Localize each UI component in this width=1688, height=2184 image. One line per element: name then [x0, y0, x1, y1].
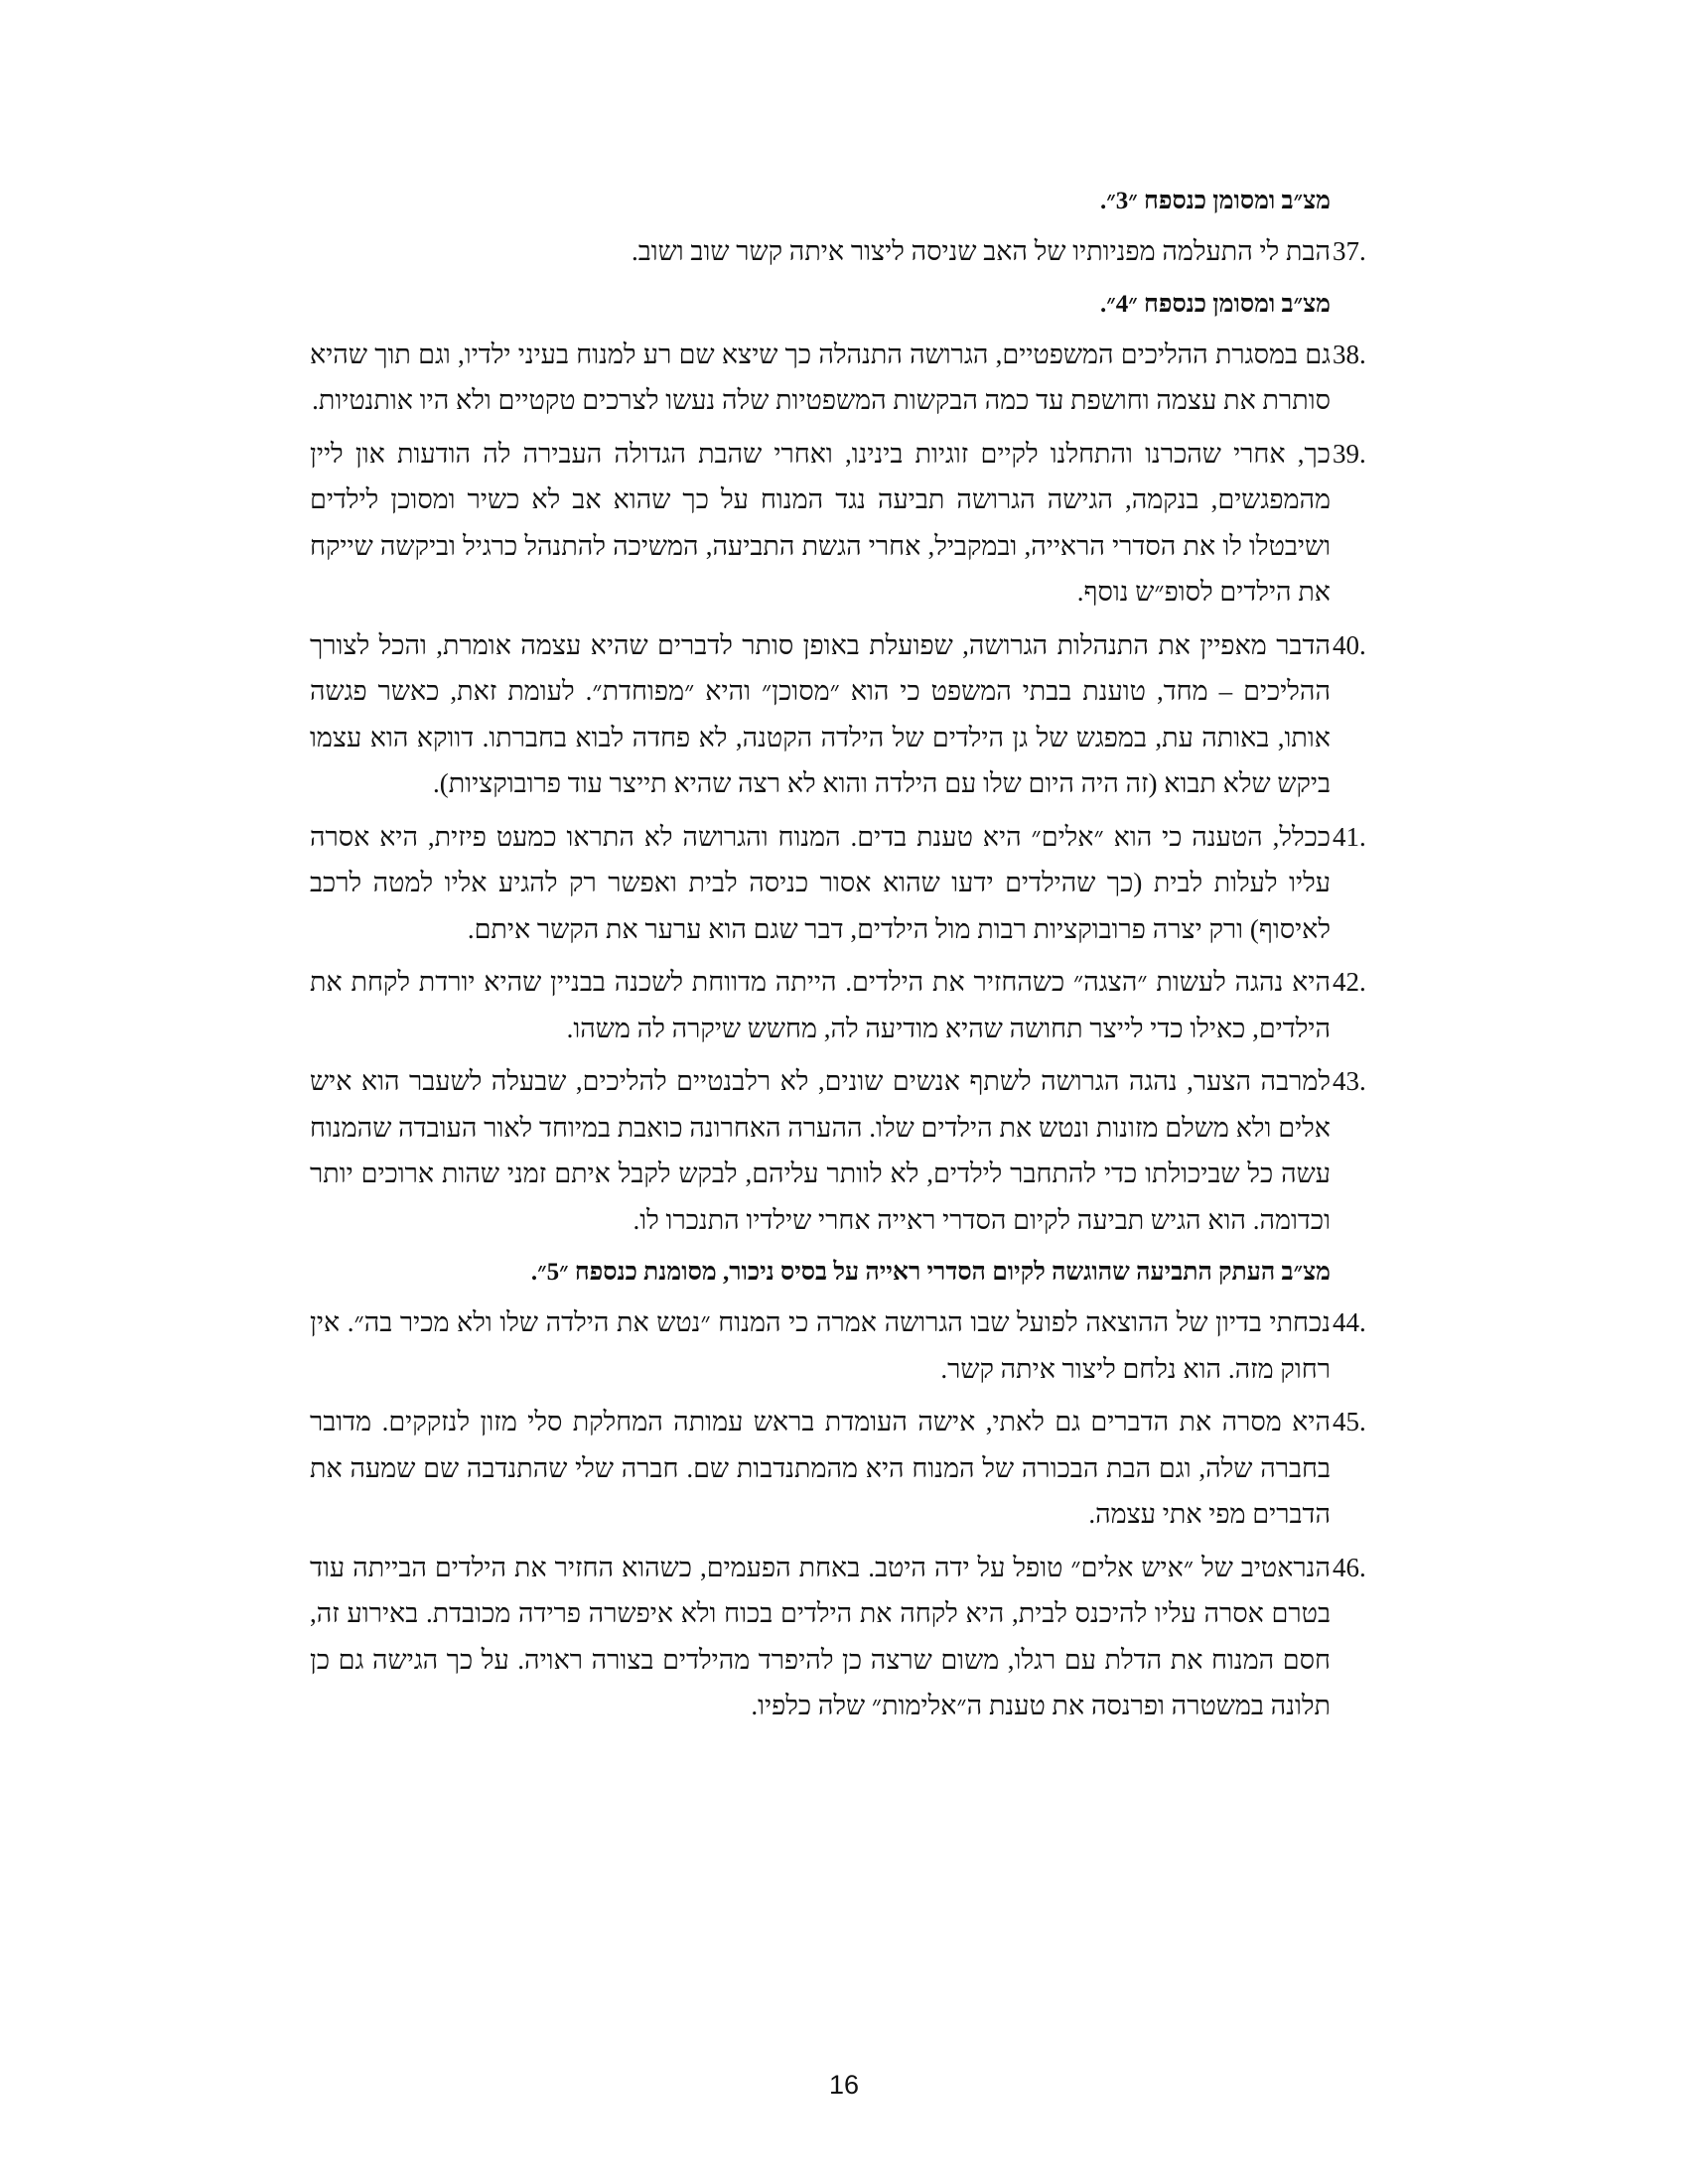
paragraph-number: 41.: [1333, 821, 1366, 852]
paragraph-text: למרבה הצער, נהגה הגרושה לשתף אנשים שונים, לא רלבנטיים להליכים, שבעלה לשעבר הוא איש אלים ולא משלם מזונות ונטש את הילדים שלו. ההערה האחרונה כואבת במיוחד לאור העובדה שהמנוח עשה כל שביכולתו כדי להתחבר לילדים, לא לוותר עליהם, לבקש לקבל איתם זמני שהות ארוכים יותר וכדומה. הוא הגיש תביעה לקיום הסדרי ראייה אחרי שילדיו התנכרו לו.: [310, 1066, 1331, 1235]
page-number: 16: [828, 2070, 860, 2100]
paragraph-number: 43.: [1333, 1066, 1366, 1096]
paragraph-41: [310, 814, 1378, 953]
paragraph-number: 44.: [1333, 1307, 1366, 1337]
paragraph-text: נכחתי בדיון של ההוצאה לפועל שבו הגרושה אמרה כי המנוח ״נטש את הילדה שלו ולא מכיר בה״. אין רחוק מזה. הוא נלחם ליצור איתה קשר.: [310, 1307, 1331, 1384]
paragraph-text: הבת לי התעלמה מפניותיו של האב שניסה ליצור איתה קשר שוב ושוב.: [631, 236, 1331, 266]
paragraph-text: כך, אחרי שהכרנו והתחלנו לקיים זוגיות בינינו, ואחרי שהבת הגדולה העבירה לה הודעות און ליין מהמפגשים, בנקמה, הגישה הגרושה תביעה נגד המנוח על כך שהוא אב לא כשיר ומסוכן לילדים ושיבטלו לו את הסדרי הראייה, ובמקביל, אחרי הגשת התביעה, המשיכה להתנהל כרגיל וביקשה שייקח את הילדים לסופ״ש נוסף.: [310, 438, 1331, 607]
paragraph-44: [310, 1299, 1378, 1392]
paragraph-45: [310, 1399, 1378, 1538]
attachment-heading-3: מצ״ב ומסומן כנספח ״3״.: [1100, 188, 1331, 214]
paragraph-40: [310, 622, 1378, 807]
paragraph-38: [310, 332, 1378, 424]
paragraph-39: [310, 431, 1378, 615]
paragraph-text: הנראטיב של ״איש אלים״ טופל על ידה היטב. באחת הפעמים, כשהוא החזיר את הילדים הבייתה עוד בטרם אסרה עליו להיכנס לבית, היא לקחה את הילדים בכוח ולא איפשרה פרידה מכובדת. באירוע זה, חסם המנוח את הדלת עם רגלו, משום שרצה כן להיפרד מהילדים בצורה ראויה. על כך הגישה גם כן תלונה במשטרה ופרנסה את טענת ה״אלימות״ שלה כלפיו.: [310, 1552, 1331, 1720]
paragraph-text: היא מסרה את הדברים גם לאתי, אישה העומדת בראש עמותה המחלקת סלי מזון לנזקקים. מדובר בחברה שלה, וגם הבת הבכורה של המנוח היא מהמתנדבות שם. חברה שלי שהתנדבה שם שמעה את הדברים מפי אתי עצמה.: [310, 1407, 1331, 1529]
paragraph-text: ככלל, הטענה כי הוא ״אלים״ היא טענת בדים. המנוח והגרושה לא התראו כמעט פיזית, היא אסרה עליו לעלות לבית (כך שהילדים ידעו שהוא אסור כניסה לבית ואפשר רק להגיע אליו למטה לרכב לאיסוף) ורק יצרה פרובוקציות רבות מול הילדים, דבר שגם הוא ערער את הקשר איתם.: [310, 821, 1331, 944]
attachment-heading-4: מצ״ב ומסומן כנספח ״4״.: [1100, 290, 1331, 318]
paragraph-37: [310, 228, 1378, 275]
paragraph-text: הדבר מאפיין את התנהלות הגרושה, שפועלת באופן סותר לדברים שהיא עצמה אומרת, והכל לצורך ההליכים – מחד, טוענת בבתי המשפט כי הוא ״מסוכן״ והיא ״מפוחדת״. לעומת זאת, כאשר פגשה אותו, באותה עת, במפגש של גן הילדים של הילדה הקטנה, לא פחדה לבוא בחברתו. דווקא הוא עצמו ביקש שלא תבוא (זה היה היום שלו עם הילדה והוא לא רצה שהיא תייצר עוד פרובוקציות).: [310, 629, 1331, 798]
paragraph-number: 37.: [1333, 236, 1366, 266]
paragraph-46: [310, 1545, 1378, 1729]
paragraph-number: 38.: [1333, 339, 1366, 369]
paragraph-text: גם במסגרת ההליכים המשפטיים, הגרושה התנהלה כך שיצא שם רע למנוח בעיני ילדיו, וגם תוך שהיא סותרת את עצמה וחושפת עד כמה הבקשות המשפטיות שלה נעשו לצרכים טקטיים ולא היו אותנטיות.: [310, 339, 1331, 415]
paragraph-number: 46.: [1333, 1552, 1366, 1582]
page-content: [310, 179, 1378, 1736]
attachment-heading-5: מצ״ב העתק התביעה שהוגשה לקיום הסדרי ראייה על בסיס ניכור, מסומנת כנספח ״5״.: [530, 1259, 1331, 1286]
paragraph-number: 45.: [1333, 1407, 1366, 1436]
paragraph-42: [310, 959, 1378, 1051]
paragraph-number: 40.: [1333, 629, 1366, 660]
paragraph-text: היא נהגה לעשות ״הצגה״ כשהחזיר את הילדים. הייתה מדווחת לשכנה בבניין שהיא יורדת לקחת את הילדים, כאילו כדי לייצר תחושה שהיא מודיעה לה, מחשש שיקרה לה משהו.: [310, 967, 1331, 1043]
paragraph-43: [310, 1058, 1378, 1243]
paragraph-number: 42.: [1333, 967, 1366, 997]
paragraph-number: 39.: [1333, 438, 1366, 469]
